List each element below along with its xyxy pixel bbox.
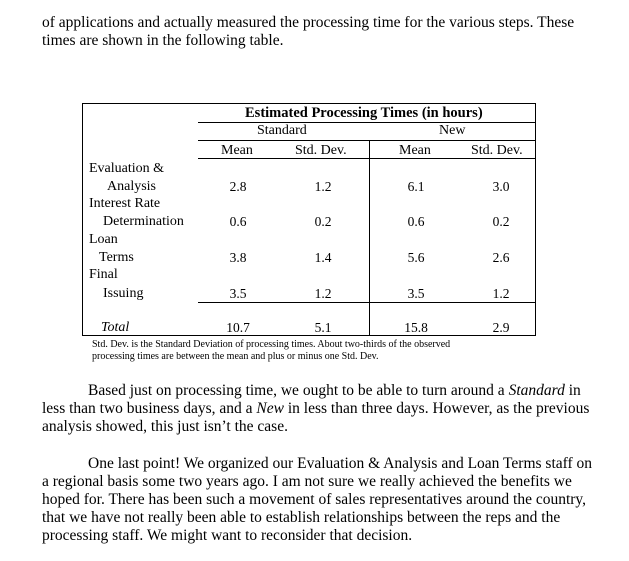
table-cell: 6.1 [407,179,425,194]
row-label: Determination [103,214,184,229]
paragraph-line: analysis showed, this just isn’t the case. [42,418,288,435]
group-divider [369,140,370,336]
processing-times-table [82,103,536,336]
table-cell: 3.5 [407,286,425,301]
processing-time-paragraph [42,382,590,436]
paragraph-line: of applications and actually measured the processing time for the various steps. These [42,14,575,31]
row-label: Loan [89,232,118,247]
emphasis-standard: Standard [508,382,565,399]
table-cell: 0.2 [314,214,332,229]
total-rule [198,302,536,303]
row-label: Evaluation & [89,161,165,176]
column-header-standard-mean: Mean [221,143,253,158]
table-cell: 2.6 [492,250,510,265]
title-underline [198,122,536,123]
row-label: Final [89,267,118,282]
table-cell: 1.2 [492,286,510,301]
table-cell: 3.0 [492,179,510,194]
closing-paragraph [42,455,593,545]
paragraph-line: a regional basis some two years ago. I am not sure we really achieved the benefits we [42,473,572,490]
table-cell: 3.8 [229,250,247,265]
row-label: Issuing [103,286,144,301]
table-cell: 1.4 [314,250,332,265]
column-header-new-stddev: Std. Dev. [471,143,523,158]
table-cell: 5.6 [407,250,425,265]
paragraph-line: hoped for. There has been such a movement of sales representatives around the country, [42,491,587,508]
group-header-standard: Standard [257,123,307,138]
emphasis-new: New [256,400,284,417]
row-label: Terms [99,250,134,265]
paragraph-line: One last point! We organized our Evaluation & Analysis and Loan Terms staff on [88,455,593,472]
paragraph-line: times are shown in the following table. [42,32,284,49]
footnote-line: Std. Dev. is the Standard Deviation of processing times. About two-thirds of the observed [92,339,451,350]
table-cell: 1.2 [314,286,332,301]
column-header-standard-stddev: Std. Dev. [295,143,347,158]
row-label: Analysis [107,179,156,194]
total-cell: 15.8 [404,320,428,335]
table-cell: 0.6 [407,214,425,229]
intro-paragraph [42,14,587,50]
column-header-new-mean: Mean [399,143,431,158]
total-cell: 5.1 [314,320,332,335]
group-underline [198,140,536,141]
group-header-new: New [439,123,466,138]
total-label: Total [101,320,130,335]
table-cell: 2.8 [229,179,247,194]
table-cell: 3.5 [229,286,247,301]
table-cell: 1.2 [314,179,332,194]
table-title: Estimated Processing Times (in hours) [245,105,483,121]
paragraph-line: processing staff. We might want to reconsider that decision. [42,527,413,544]
paragraph-line: Based just on processing time, we ought to be able to turn around a Standard in [88,382,581,399]
row-label: Interest Rate [89,196,161,211]
footnote-line: processing times are between the mean and plus or minus one Std. Dev. [92,351,379,362]
table-cell: 0.2 [492,214,510,229]
total-cell: 10.7 [226,320,250,335]
paragraph-line: less than two business days, and a New in less than three days. However, as the previous [42,400,590,417]
total-cell: 2.9 [492,320,510,335]
table-cell: 0.6 [229,214,247,229]
table-footnote [92,339,562,363]
column-header-underline [198,158,536,159]
paragraph-line: that we have not really been able to establish relationships between the reps and the [42,509,561,526]
